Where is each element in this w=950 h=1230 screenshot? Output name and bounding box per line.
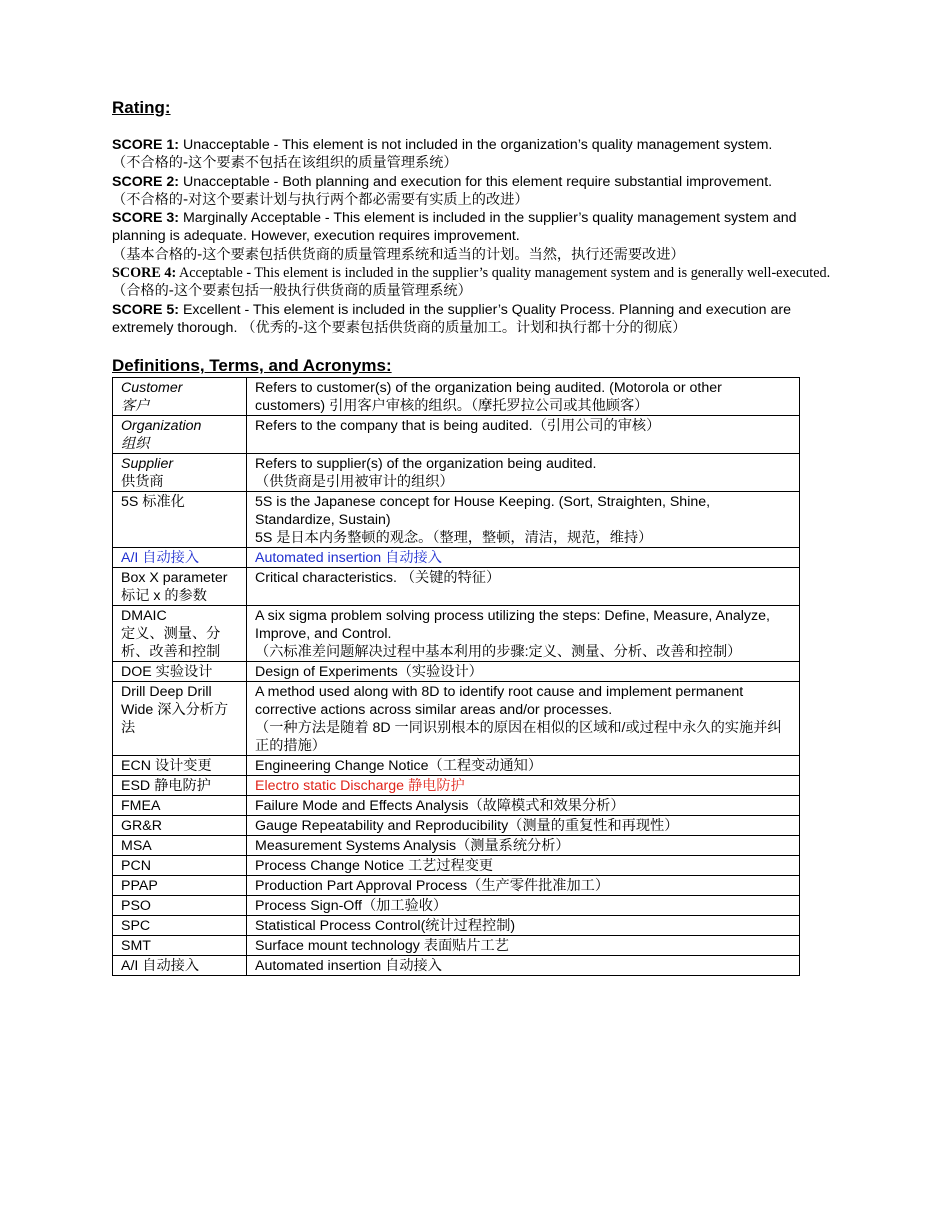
term-cell	[113, 876, 247, 896]
term-text: ESD 静电防护	[121, 778, 211, 795]
definition-text: Process Sign-Off（加工验收）	[255, 898, 448, 915]
definition-cell	[247, 416, 800, 454]
score-3	[112, 209, 832, 264]
definition-text-zh: （一种方法是随着 8D 一同识别根本的原因在相似的区域和/或过程中永久的实施并纠正的措施）	[255, 720, 782, 755]
term-text: SMT	[121, 938, 151, 955]
term-text: Organization	[121, 418, 202, 435]
score-2	[112, 173, 832, 210]
table-row	[113, 896, 800, 916]
term-text: ECN 设计变更	[121, 758, 212, 775]
term-cell	[113, 568, 247, 606]
definition-cell	[247, 756, 800, 776]
definition-cell	[247, 776, 800, 796]
table-row	[113, 856, 800, 876]
table-row	[113, 796, 800, 816]
definition-cell	[247, 896, 800, 916]
definition-text: Critical characteristics. （关键的特征）	[255, 570, 501, 587]
term-text: A/I 自动接入	[121, 550, 200, 567]
term-cell	[113, 916, 247, 936]
definition-cell	[247, 548, 800, 568]
definition-cell	[247, 796, 800, 816]
term-text: MSA	[121, 838, 152, 855]
definition-text: Measurement Systems Analysis（测量系统分析）	[255, 838, 570, 855]
definitions-heading: Definitions, Terms, and Acronyms:	[112, 356, 392, 376]
rating-list	[112, 136, 832, 337]
definition-text: Electro static Discharge 静电防护	[255, 778, 465, 795]
table-row	[113, 568, 800, 606]
table-row	[113, 662, 800, 682]
term-text: Supplier	[121, 456, 174, 473]
term-cell	[113, 606, 247, 662]
rating-heading: Rating:	[112, 98, 171, 117]
score-label: SCORE 3:	[112, 210, 180, 227]
term-text: 5S 标准化	[121, 494, 185, 511]
score-label: SCORE 1:	[112, 137, 180, 153]
definition-cell	[247, 682, 800, 756]
definition-cell	[247, 956, 800, 976]
term-text-zh: 客户	[121, 398, 150, 415]
term-text: PPAP	[121, 878, 158, 895]
term-cell	[113, 956, 247, 976]
term-text-zh: 定义、测量、分析、改善和控制	[121, 626, 221, 661]
term-cell	[113, 378, 247, 416]
definition-text-zh: （六标准差问题解决过程中基本利用的步骤:定义、测量、分析、改善和控制）	[255, 644, 742, 661]
term-text-zh: 组织	[121, 436, 150, 453]
definition-text: Statistical Process Control(统计过程控制)	[255, 918, 516, 935]
definition-cell	[247, 816, 800, 836]
definition-text: A six sigma problem solving process utilizing the steps: Define, Measure, Analyze, Improve, and Control.	[255, 608, 770, 643]
table-row	[113, 956, 800, 976]
term-text: DOE 实验设计	[121, 664, 213, 681]
score-5	[112, 301, 832, 338]
definition-text-zh: 5S 是日本内务整顿的观念。（整理，整顿，清洁，规范，维持）	[255, 530, 653, 547]
definition-text: Failure Mode and Effects Analysis（故障模式和效果分析）	[255, 798, 625, 815]
document-page	[112, 97, 832, 976]
score-text: Acceptable - This element is included in the supplier’s quality management system and is generally well-executed.	[176, 265, 831, 282]
term-text: Customer	[121, 380, 183, 397]
definition-text: Design of Experiments（实验设计）	[255, 664, 483, 681]
table-row	[113, 682, 800, 756]
definition-cell	[247, 378, 800, 416]
score-text-zh: （优秀的-这个要素包括供货商的质量加工。计划和执行都十分的彻底）	[241, 319, 687, 336]
definition-text: Automated insertion 自动接入	[255, 958, 442, 975]
term-cell	[113, 492, 247, 548]
definition-text: Gauge Repeatability and Reproducibility（测量的重复性和再现性）	[255, 818, 679, 835]
table-row	[113, 816, 800, 836]
definition-text: Automated insertion 自动接入	[255, 550, 442, 567]
term-cell	[113, 548, 247, 568]
definition-cell	[247, 936, 800, 956]
definition-cell	[247, 662, 800, 682]
definition-text: A method used along with 8D to identify root cause and implement permanent corrective actions across similar areas and/or processes.	[255, 684, 744, 719]
score-4	[112, 264, 832, 301]
definition-cell	[247, 836, 800, 856]
definition-text-zh: （供货商是引用被审计的组织）	[255, 474, 454, 491]
term-text: FMEA	[121, 798, 161, 815]
table-row	[113, 378, 800, 416]
term-text: GR&R	[121, 818, 162, 835]
definition-text: Refers to the company that is being audited.（引用公司的审核）	[255, 418, 661, 435]
table-row	[113, 776, 800, 796]
score-label: SCORE 4:	[112, 265, 177, 282]
table-row	[113, 606, 800, 662]
term-text: PSO	[121, 898, 151, 915]
term-cell	[113, 756, 247, 776]
term-cell	[113, 936, 247, 956]
term-text: Drill Deep Drill Wide 深入分析方法	[121, 684, 229, 737]
table-row	[113, 454, 800, 492]
score-text-zh: （合格的-这个要素包括一般执行供货商的质量管理系统）	[112, 283, 472, 300]
term-cell	[113, 796, 247, 816]
definition-text: Refers to customer(s) of the organization being audited. (Motorola or other customers) 引用客户审核的组织。（摩托罗拉公司或其他顾客）	[255, 380, 722, 415]
definition-cell	[247, 568, 800, 606]
term-text: Box X parameter	[121, 570, 228, 587]
table-row	[113, 836, 800, 856]
table-row	[113, 416, 800, 454]
term-cell	[113, 836, 247, 856]
term-cell	[113, 662, 247, 682]
definition-text: 5S is the Japanese concept for House Keeping. (Sort, Straighten, Shine, Standardize, Sustain)	[255, 494, 711, 529]
term-text-zh: 标记 x 的参数	[121, 588, 207, 605]
score-text: Unacceptable - Both planning and execution for this element require substantial improvement.	[179, 173, 773, 190]
definition-text: Surface mount technology 表面贴片工艺	[255, 938, 509, 955]
term-text: A/I 自动接入	[121, 958, 200, 975]
table-row	[113, 936, 800, 956]
term-text: DMAIC	[121, 608, 167, 625]
score-text-zh: （不合格的-对这个要素计划与执行两个都必需要有实质上的改进）	[112, 191, 529, 208]
score-text-zh: （不合格的-这个要素不包括在该组织的质量管理系统）	[112, 155, 458, 172]
table-row	[113, 756, 800, 776]
definition-cell	[247, 856, 800, 876]
definition-cell	[247, 876, 800, 896]
term-text: PCN	[121, 858, 151, 875]
definition-text: Production Part Approval Process（生产零件批准加工）	[255, 878, 610, 895]
term-text-zh: 供货商	[121, 474, 164, 491]
term-cell	[113, 416, 247, 454]
table-row	[113, 876, 800, 896]
definition-cell	[247, 454, 800, 492]
score-text: Marginally Acceptable - This element is included in the supplier’s quality management system and planning is adequate. However, execution requires improvement.	[112, 210, 797, 245]
definition-text: Engineering Change Notice（工程变动通知）	[255, 758, 543, 775]
table-row	[113, 916, 800, 936]
score-1	[112, 136, 832, 173]
definition-cell	[247, 916, 800, 936]
table-row	[113, 548, 800, 568]
definition-cell	[247, 606, 800, 662]
definition-cell	[247, 492, 800, 548]
term-cell	[113, 454, 247, 492]
score-text: Unacceptable - This element is not included in the organization’s quality management system.	[179, 137, 773, 153]
score-text-zh: （基本合格的-这个要素包括供货商的质量管理系统和适当的计划。当然，执行还需要改进）	[112, 246, 685, 263]
term-cell	[113, 896, 247, 916]
definition-text: Refers to supplier(s) of the organization being audited.	[255, 456, 597, 473]
term-cell	[113, 682, 247, 756]
term-cell	[113, 776, 247, 796]
score-label: SCORE 5:	[112, 301, 180, 318]
score-label: SCORE 2:	[112, 173, 180, 190]
term-text: SPC	[121, 918, 151, 935]
definition-text: Process Change Notice 工艺过程变更	[255, 858, 494, 875]
score-text: Excellent - This element is included in the supplier’s Quality Process. Planning and execution are extremely thorough.	[112, 301, 791, 336]
table-row	[113, 492, 800, 548]
term-cell	[113, 856, 247, 876]
definitions-table	[112, 377, 800, 976]
term-cell	[113, 816, 247, 836]
